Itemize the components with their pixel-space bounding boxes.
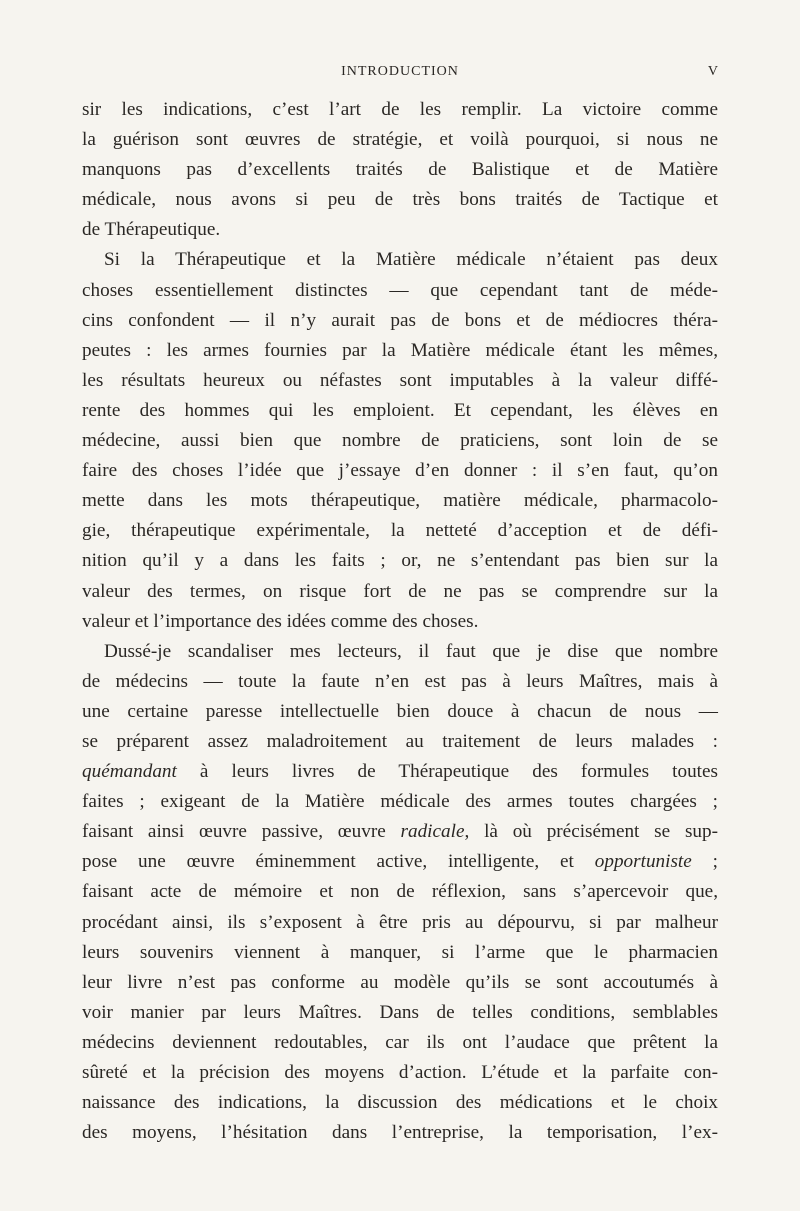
text-line: médicale, nous avons si peu de très bons traités de Tactique et: [82, 189, 718, 211]
text-segment: à leurs livres de Thérapeutique des formules toutes: [176, 761, 718, 783]
text-line: sûreté et la précision des moyens d’action. L’étude et la parfaite con-: [82, 1062, 718, 1083]
text-line: la guérison sont œuvres de stratégie, et voilà pourquoi, si nous ne: [82, 129, 718, 151]
text-segment: , là où précisément se sup-: [464, 821, 718, 843]
text-line: leur livre n’est pas conforme au modèle qu’ils se sont accoutumés à: [82, 971, 718, 993]
text-line: voir manier par leurs Maîtres. Dans de telles conditions, semblables: [82, 1001, 718, 1023]
text-line: nition qu’il y a dans les faits ; or, ne s’entendant pas bien sur la: [82, 550, 718, 572]
text-line: de médecins — toute la faute n’en est pas à leurs Maîtres, mais à: [82, 670, 718, 692]
text-line: leurs souvenirs viennent à manquer, si l’arme que le pharmacien: [82, 941, 718, 963]
text-line: peutes : les armes fournies par la Matière médicale étant les mêmes,: [82, 339, 718, 361]
text-line: [82, 757, 718, 787]
text-line: rente des hommes qui les emploient. Et cependant, les élèves en: [82, 399, 718, 421]
text-line: médecins deviennent redoutables, car ils ont l’audace que prêtent la: [82, 1031, 718, 1053]
text-line: médecine, aussi bien que nombre de praticiens, sont loin de se: [82, 430, 718, 452]
text-line: Dussé-je scandaliser mes lecteurs, il faut que je dise que nombre: [104, 640, 718, 662]
body-text: [82, 95, 718, 1148]
italic-word: radicale: [400, 821, 465, 843]
text-segment: pose une œuvre éminemment active, intelligente, et: [82, 851, 595, 873]
italic-word: opportuniste: [594, 851, 692, 873]
text-segment: faisant ainsi œuvre passive, œuvre: [82, 821, 401, 843]
text-line: les résultats heureux ou néfastes sont imputables à la valeur diffé-: [82, 369, 718, 391]
text-line: [82, 847, 718, 877]
text-line: de Thérapeutique.: [82, 219, 221, 241]
text-line: faisant acte de mémoire et non de réflexion, sans s’apercevoir que,: [82, 881, 718, 903]
text-line: naissance des indications, la discussion des médications et le choix: [82, 1092, 718, 1114]
running-header: [80, 64, 720, 84]
text-line: mette dans les mots thérapeutique, matière médicale, pharmacolo-: [82, 490, 718, 512]
text-line: cins confondent — il n’y aurait pas de bons et de médiocres théra-: [82, 309, 718, 331]
text-line: faire des choses l’idée que j’essaye d’en donner : il s’en faut, qu’on: [82, 460, 718, 482]
text-line: procédant ainsi, ils s’exposent à être pris au dépourvu, si par malheur: [82, 911, 718, 933]
text-line: valeur et l’importance des idées comme des choses.: [82, 610, 479, 632]
text-line: sir les indications, c’est l’art de les remplir. La victoire comme: [82, 99, 718, 120]
page-number: V: [707, 64, 718, 79]
text-line: choses essentiellement distinctes — que cependant tant de méde-: [82, 279, 718, 301]
text-line: des moyens, l’hésitation dans l’entreprise, la temporisation, l’ex-: [82, 1122, 718, 1144]
text-line: valeur des termes, on risque fort de ne pas se comprendre sur la: [82, 580, 718, 602]
text-line: se préparent assez maladroitement au traitement de leurs malades :: [82, 730, 718, 752]
text-line: une certaine paresse intellectuelle bien douce à chacun de nous —: [82, 700, 718, 722]
running-title: INTRODUCTION: [341, 64, 459, 79]
text-line: [82, 817, 718, 847]
text-line: Si la Thérapeutique et la Matière médicale n’étaient pas deux: [104, 249, 718, 271]
text-line: faites ; exigeant de la Matière médicale des armes toutes chargées ;: [82, 791, 718, 813]
italic-word: quémandant: [82, 761, 177, 783]
text-line: manquons pas d’excellents traités de Balistique et de Matière: [82, 159, 718, 181]
text-segment: ;: [691, 851, 718, 873]
text-line: gie, thérapeutique expérimentale, la netteté d’acception et de défi-: [82, 520, 718, 542]
